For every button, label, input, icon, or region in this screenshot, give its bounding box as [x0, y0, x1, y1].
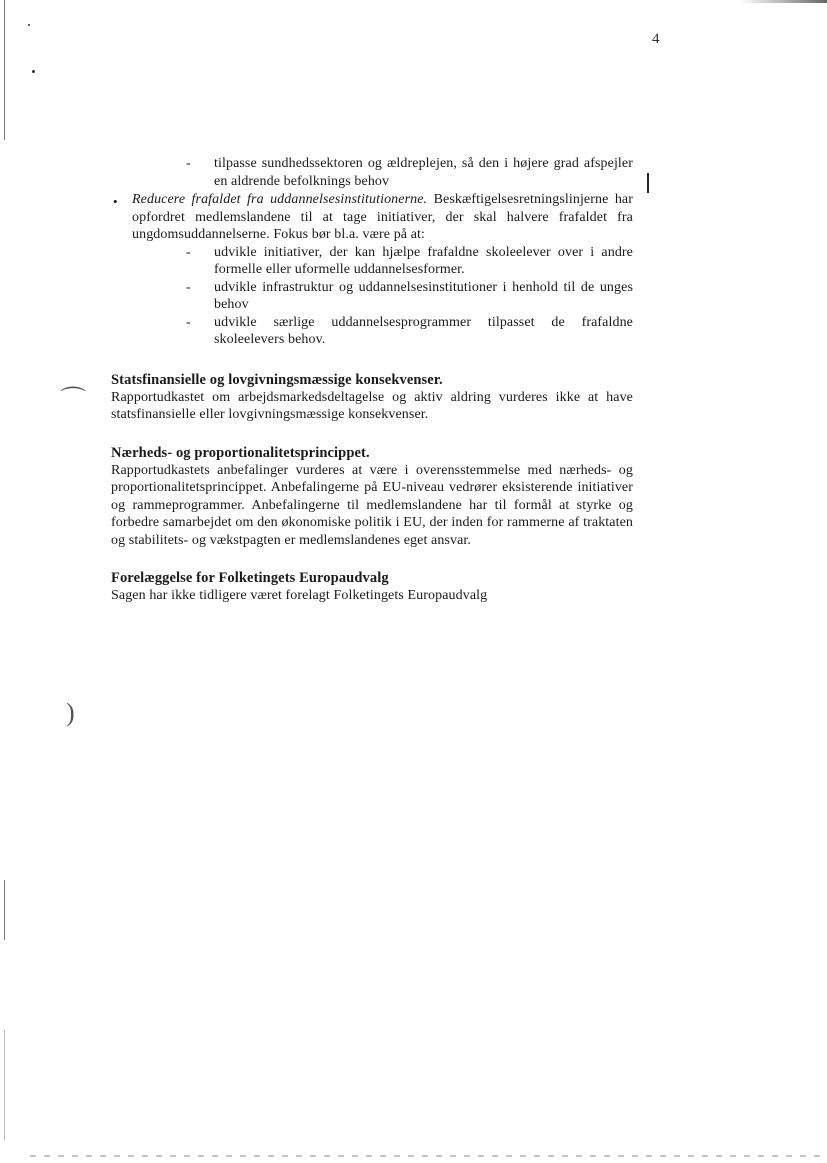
section-heading: Forelæggelse for Folketingets Europaudvalg	[111, 570, 389, 586]
list-item	[186, 244, 633, 279]
revision-bar	[647, 173, 649, 193]
dash-marker: -	[186, 279, 191, 295]
list-item	[186, 279, 633, 314]
scan-edge-noise	[30, 1155, 820, 1157]
section-body: Rapportudkastet om arbejdsmarkedsdeltagelse og aktiv aldring vurderes ikke at have statsfinansielle eller lovgivningsmæssige konsekvenser.	[111, 389, 633, 422]
list-item-text: tilpasse sundhedssektoren og ældreplejen, så den i højere grad afspejler en aldrende befolknings behov	[214, 156, 633, 189]
list-item-text: udvikle initiativer, der kan hjælpe frafaldne skoleelever over i andre formelle eller uformelle uddannelsesformer.	[214, 244, 633, 277]
section-body: Rapportudkastets anbefalinger vurderes at være i overensstemmelse med nærheds- og proportionalitetsprincippet. Anbefalingerne på EU-niveau vedrører eksisterende initiativer og rammeprogrammer. Anbefalingerne til medlemslandene har til formål at styrke og forbedre samarbejdet om den økonomiske politik i EU, der inden for rammerne af traktaten og stabilitets- og vækstpagten er medlemslandenes eget ansvar.	[111, 462, 633, 548]
bullet-sub-list	[186, 244, 633, 349]
list-item	[186, 155, 633, 190]
scan-edge-noise	[740, 0, 827, 3]
punch-hole-mark: ⌒	[60, 386, 87, 415]
scan-margin-line	[4, 880, 5, 940]
dash-marker: -	[186, 156, 191, 171]
section-body: Sagen har ikke tidligere været forelagt Folketingets Europaudvalg	[111, 588, 488, 603]
scan-margin-line	[4, 1030, 5, 1140]
top-sub-list	[186, 155, 633, 190]
list-item	[186, 314, 633, 349]
bullet-item	[111, 191, 633, 349]
bullet-paragraph	[132, 191, 633, 244]
scan-speck	[28, 24, 30, 26]
dash-marker: -	[186, 244, 191, 260]
scan-margin-line	[4, 0, 5, 140]
section-heading: Nærheds- og proportionalitetsprincippet.	[111, 444, 370, 461]
section-fiscal-consequences	[111, 371, 633, 424]
section-subsidiarity	[111, 444, 633, 550]
scan-speck	[32, 70, 35, 73]
section-heading: Statsfinansielle og lovgivningsmæssige konsekvenser.	[111, 371, 443, 388]
page-number: 4	[652, 31, 660, 47]
bullet-marker: •	[113, 194, 118, 209]
dash-marker: -	[186, 314, 191, 330]
bullet-text: Beskæftigelsesretningslinjerne har opfordret medlemslandene til at tage initiativer, der skal halvere frafaldet fra ungdomsuddannelserne. Fokus bør bl.a. være på at:	[132, 192, 633, 242]
list-item-text: udvikle særlige uddannelsesprogrammer tilpasset de frafaldne skoleelevers behov.	[214, 314, 633, 347]
document-body	[111, 155, 633, 605]
list-item-text: udvikle infrastruktur og uddannelsesinstitutioner i henhold til de unges behov	[214, 279, 633, 312]
section-committee	[111, 569, 633, 605]
bullet-italic-lead: Reducere frafaldet fra uddannelsesinstitutionerne.	[132, 192, 428, 207]
punch-hole-mark: )	[66, 698, 75, 727]
